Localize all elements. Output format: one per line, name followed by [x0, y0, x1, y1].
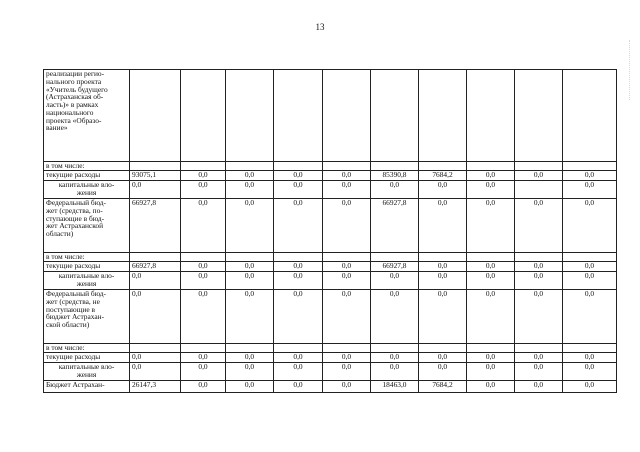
table-cell: 0,0	[371, 363, 419, 381]
table-row	[44, 199, 617, 253]
page-number: 13	[315, 22, 325, 32]
table-cell: 0,0	[419, 181, 467, 199]
table-cell: 0,0	[226, 290, 274, 344]
table-cell: 0,0	[467, 353, 515, 363]
table-cell: 0,0	[274, 262, 323, 272]
table-cell	[274, 344, 323, 353]
table-cell: 0,0	[371, 353, 419, 363]
table-cell	[226, 162, 274, 171]
table-cell: 0,0	[274, 381, 323, 393]
table-cell: 0,0	[563, 290, 617, 344]
table-cell: 0,0	[419, 363, 467, 381]
table-cell: 0,0	[467, 171, 515, 181]
table-cell: 0,0	[419, 353, 467, 363]
table-cell: 0,0	[274, 363, 323, 381]
table-cell: 0,0	[515, 199, 563, 253]
table-cell: 0,0	[181, 353, 226, 363]
table-cell: 0,0	[371, 290, 419, 344]
table-cell	[515, 253, 563, 262]
row-label: в том числе:	[44, 253, 130, 262]
table-cell: 0,0	[226, 199, 274, 253]
table-cell: 26147,3	[130, 381, 181, 393]
table-cell: 0,0	[467, 181, 515, 199]
table-cell: 0,0	[323, 262, 371, 272]
row-label: текущие расходы	[44, 171, 130, 181]
table-cell: 66927,8	[130, 262, 181, 272]
table-cell	[515, 162, 563, 171]
table-cell: 0,0	[226, 181, 274, 199]
table-cell	[181, 162, 226, 171]
table-cell	[467, 344, 515, 353]
table-cell: 66927,8	[130, 199, 181, 253]
table-cell: 0,0	[130, 353, 181, 363]
table-cell: 0,0	[181, 181, 226, 199]
table-row	[44, 70, 617, 162]
table-cell: 0,0	[467, 363, 515, 381]
table-cell: 0,0	[323, 290, 371, 344]
table-cell: 0,0	[274, 272, 323, 290]
table-cell: 0,0	[515, 363, 563, 381]
table-cell: 0,0	[467, 381, 515, 393]
table-row	[44, 272, 617, 290]
table-cell: 0,0	[515, 272, 563, 290]
table-cell: 93075,1	[130, 171, 181, 181]
table-cell	[515, 70, 563, 162]
table-cell: 0,0	[130, 363, 181, 381]
table-cell: 0,0	[467, 272, 515, 290]
table-cell: 0,0	[515, 381, 563, 393]
table-cell: 0,0	[419, 199, 467, 253]
table-row	[44, 253, 617, 262]
table-cell	[323, 70, 371, 162]
table-cell	[563, 344, 617, 353]
table-cell: 0,0	[323, 353, 371, 363]
table-cell	[226, 253, 274, 262]
row-label: текущие расходы	[44, 262, 130, 272]
table-cell: 0,0	[563, 171, 617, 181]
table-cell: 0,0	[563, 353, 617, 363]
table-cell: 0,0	[226, 272, 274, 290]
table-cell: 0,0	[323, 272, 371, 290]
table-cell	[226, 344, 274, 353]
table-cell: 0,0	[274, 181, 323, 199]
table-cell: 0,0	[226, 381, 274, 393]
table-cell: 7684,2	[419, 381, 467, 393]
table-cell: 0,0	[323, 199, 371, 253]
table-cell: 18463,0	[371, 381, 419, 393]
table-cell: 66927,8	[371, 199, 419, 253]
table-row	[44, 290, 617, 344]
table-cell: 0,0	[563, 272, 617, 290]
table-cell: 0,0	[563, 363, 617, 381]
table-cell	[515, 181, 563, 199]
scan-edge-mark	[629, 40, 636, 100]
table-row	[44, 353, 617, 363]
table-cell	[181, 70, 226, 162]
table-cell: 0,0	[563, 262, 617, 272]
row-label: капитальные вло- жения	[44, 181, 130, 199]
table-cell: 0,0	[323, 381, 371, 393]
table-cell: 0,0	[226, 363, 274, 381]
table-cell	[130, 162, 181, 171]
table-cell: 0,0	[274, 290, 323, 344]
table-cell: 0,0	[181, 171, 226, 181]
row-label: в том числе:	[44, 162, 130, 171]
table-cell: 0,0	[323, 181, 371, 199]
table-cell	[371, 344, 419, 353]
table-cell	[563, 253, 617, 262]
table-cell	[371, 253, 419, 262]
table-cell	[323, 162, 371, 171]
table-cell: 0,0	[467, 199, 515, 253]
table-cell	[467, 253, 515, 262]
row-label: капитальные вло- жения	[44, 363, 130, 381]
table-row	[44, 344, 617, 353]
row-label: Федеральный бюд- жет (средства, не поступающие в бюджет Астрахан- ской области)	[44, 290, 130, 344]
table-cell	[419, 162, 467, 171]
table-cell	[130, 344, 181, 353]
table-cell: 0,0	[419, 290, 467, 344]
table-row	[44, 363, 617, 381]
table-cell	[226, 70, 274, 162]
table-row	[44, 181, 617, 199]
table-cell: 0,0	[515, 353, 563, 363]
table-cell	[563, 162, 617, 171]
row-label: текущие расходы	[44, 353, 130, 363]
table-cell	[274, 162, 323, 171]
table-cell	[515, 344, 563, 353]
table-cell	[419, 253, 467, 262]
row-label: Федеральный бюд- жет (средства, по- ступающие в бюд- жет Астраханской области)	[44, 199, 130, 253]
table-cell: 0,0	[226, 171, 274, 181]
table-cell: 0,0	[323, 363, 371, 381]
table-cell: 0,0	[563, 381, 617, 393]
table-cell	[371, 70, 419, 162]
table-cell: 0,0	[181, 262, 226, 272]
table-cell: 0,0	[467, 262, 515, 272]
table-cell	[563, 70, 617, 162]
table-cell: 0,0	[181, 272, 226, 290]
row-label: капитальные вло- жения	[44, 272, 130, 290]
table-cell: 0,0	[181, 290, 226, 344]
row-label: Бюджет Астрахан-	[44, 381, 130, 393]
table-cell: 0,0	[181, 381, 226, 393]
table-cell: 0,0	[563, 199, 617, 253]
table-cell: 0,0	[130, 272, 181, 290]
table-cell	[130, 70, 181, 162]
table-cell: 0,0	[181, 363, 226, 381]
table-cell: 0,0	[130, 181, 181, 199]
table-cell	[371, 162, 419, 171]
table-cell	[323, 253, 371, 262]
table-cell: 0,0	[226, 353, 274, 363]
table-cell: 0,0	[323, 171, 371, 181]
table-cell: 66927,8	[371, 262, 419, 272]
table-cell: 0,0	[515, 262, 563, 272]
table-cell: 0,0	[515, 290, 563, 344]
row-label: реализации регио- нального проекта «Учитель будущего (Астраханская об- ласть)» в рамках национального проекта «Образо- вание»	[44, 70, 130, 162]
budget-table	[43, 69, 617, 393]
table-cell	[467, 162, 515, 171]
table-cell: 0,0	[467, 290, 515, 344]
table-cell	[467, 70, 515, 162]
table-cell	[419, 70, 467, 162]
table-cell: 0,0	[419, 262, 467, 272]
table-cell: 0,0	[515, 171, 563, 181]
table-cell: 85390,8	[371, 171, 419, 181]
table-cell: 0,0	[563, 181, 617, 199]
table-cell: 0,0	[274, 171, 323, 181]
table-cell: 0,0	[181, 199, 226, 253]
table-cell: 0,0	[130, 290, 181, 344]
table-row	[44, 262, 617, 272]
table-cell: 0,0	[371, 272, 419, 290]
table-cell: 0,0	[274, 199, 323, 253]
table-cell	[181, 253, 226, 262]
table-cell	[274, 253, 323, 262]
table-row	[44, 381, 617, 393]
row-label: в том числе:	[44, 344, 130, 353]
table-cell: 0,0	[274, 353, 323, 363]
table-cell: 7684,2	[419, 171, 467, 181]
table-row	[44, 162, 617, 171]
table-cell	[419, 344, 467, 353]
table-row	[44, 171, 617, 181]
table-cell	[323, 344, 371, 353]
table-cell: 0,0	[226, 262, 274, 272]
table-cell	[130, 253, 181, 262]
table-cell	[181, 344, 226, 353]
table-cell	[274, 70, 323, 162]
table-cell: 0,0	[371, 181, 419, 199]
table-cell: 0,0	[419, 272, 467, 290]
